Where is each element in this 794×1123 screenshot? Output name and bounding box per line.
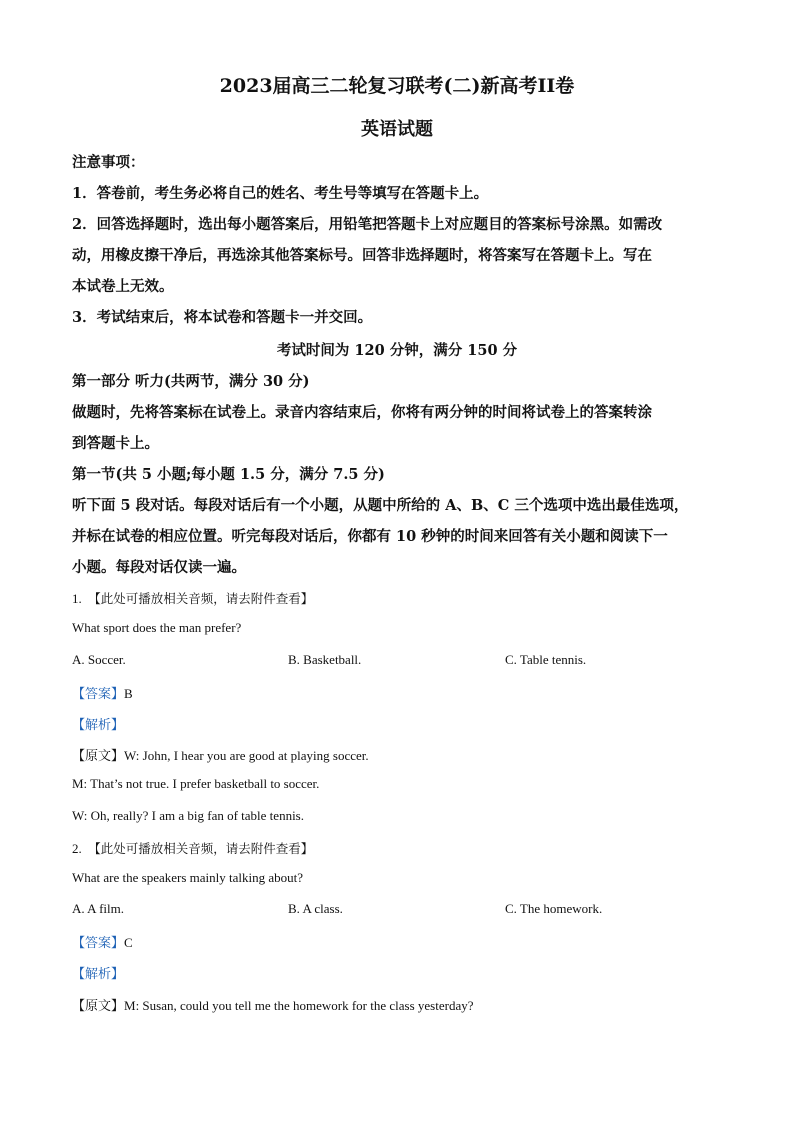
question-2-option-a: A. A film. [72, 901, 125, 916]
original-label: 【原文】 [72, 749, 125, 764]
note-item-2-line-3: 本试卷上无效。 [72, 278, 174, 295]
part1-intro-line-1: 做题时，先将答案标在试卷上。录音内容结束后，你将有两分钟的时间将试卷上的答案转涂 [72, 404, 652, 421]
note-item-2-line-1: 2．回答选择题时，选出每小题答案后，用铅笔把答题卡上对应题目的答案标号涂黑。如需改 [72, 216, 663, 233]
question-1-option-b: B. Basketball. [288, 652, 362, 667]
answer-label: 【答案】 [72, 936, 125, 951]
answer-value: C [124, 935, 133, 950]
notes-heading: 注意事项： [72, 154, 145, 171]
exam-title: 2023届高三二轮复习联考(二)新高考II卷 [219, 75, 575, 97]
transcript-text: M: Susan, could you tell me the homework for the class yesterday? [124, 998, 474, 1013]
answer-label: 【答案】 [72, 687, 125, 702]
question-2-audio-note [72, 839, 313, 857]
question-2-option-c: C. The homework. [505, 901, 603, 916]
question-1-option-a: A. Soccer. [72, 652, 126, 667]
question-number: 2. [72, 841, 82, 856]
note-item-1: 1．答卷前，考生务必将自己的姓名、考生号等填写在答题卡上。 [72, 185, 489, 202]
question-1-audio-note [72, 589, 313, 607]
question-1-transcript-line-1 [72, 745, 369, 764]
question-2-analysis [72, 963, 124, 982]
note-item-2-line-2: 动，用橡皮擦干净后，再选涂其他答案标号。回答非选择题时，将答案写在答题卡上。写在 [72, 247, 652, 264]
question-1-transcript-line-3: W: Oh, really? I am a big fan of table tennis. [72, 808, 304, 823]
section1-intro-line-2: 并标在试卷的相应位置。听完每段对话后，你都有 10 秒钟的时间来回答有关小题和阅读下一 [72, 528, 668, 545]
question-number: 1. [72, 591, 82, 606]
question-1-analysis [72, 714, 124, 733]
question-2-text: What are the speakers mainly talking about? [72, 870, 304, 885]
section1-intro-line-1: 听下面 5 段对话。每段对话后有一个小题，从题中所给的 A、B、C 三个选项中选出最佳选项， [72, 497, 689, 514]
analysis-label: 【解析】 [72, 967, 125, 982]
part1-intro-line-2: 到答题卡上。 [72, 435, 159, 452]
question-1-answer [72, 683, 133, 702]
audio-note: 【此处可播放相关音频，请去附件查看】 [88, 591, 314, 606]
exam-time: 考试时间为 120 分钟，满分 150 分 [276, 342, 518, 359]
original-label: 【原文】 [72, 999, 125, 1014]
question-1-text: What sport does the man prefer? [72, 620, 242, 635]
answer-value: B [124, 686, 133, 701]
analysis-label: 【解析】 [72, 718, 125, 733]
note-item-3: 3．考试结束后，将本试卷和答题卡一并交回。 [72, 309, 373, 326]
transcript-text: W: John, I hear you are good at playing soccer. [124, 748, 369, 763]
question-1-transcript-line-2: M: That’s not true. I prefer basketball to soccer. [72, 776, 320, 791]
section1-heading: 第一节(共 5 小题;每小题 1.5 分，满分 7.5 分) [72, 466, 385, 483]
subject-title: 英语试题 [361, 119, 433, 140]
question-2-answer [72, 932, 133, 951]
question-2-transcript-line-1 [72, 995, 474, 1014]
section1-intro-line-3: 小题。每段对话仅读一遍。 [72, 559, 246, 576]
question-2-option-b: B. A class. [288, 901, 343, 916]
audio-note: 【此处可播放相关音频，请去附件查看】 [88, 841, 314, 856]
question-1-option-c: C. Table tennis. [505, 652, 587, 667]
part1-heading: 第一部分 听力(共两节，满分 30 分) [72, 373, 310, 390]
